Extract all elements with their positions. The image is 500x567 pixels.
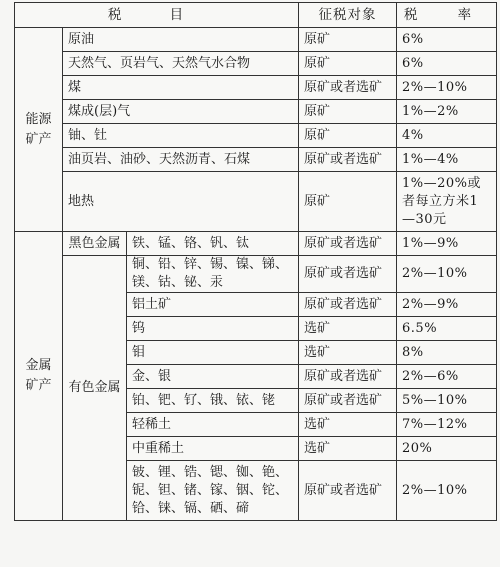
item-rate: 1%—4% (397, 148, 497, 172)
item-object: 选矿 (299, 437, 397, 461)
item-name: 金、银 (127, 365, 299, 389)
tax-table-page (14, 2, 496, 562)
item-object: 原矿 (299, 28, 397, 52)
category-label: 能源矿产 (25, 111, 52, 147)
item-name: 铜、铅、锌、锡、镍、锑、镁、钴、铋、汞 (127, 256, 299, 293)
table-row (15, 232, 497, 256)
table-row (15, 52, 497, 76)
item-name: 地热 (63, 172, 299, 232)
item-name: 油页岩、油砂、天然沥青、石煤 (63, 148, 299, 172)
item-name: 煤 (63, 76, 299, 100)
resource-tax-table (14, 2, 497, 521)
item-rate: 8% (397, 341, 497, 365)
item-object: 原矿或者选矿 (299, 76, 397, 100)
header-rate: 税 率 (397, 3, 497, 28)
item-name: 轻稀土 (127, 413, 299, 437)
item-name: 铍、锂、锆、锶、铷、铯、铌、钽、锗、镓、铟、铊、铪、铼、镉、硒、碲 (127, 461, 299, 521)
item-rate: 2%—10% (397, 76, 497, 100)
item-rate: 6.5% (397, 317, 497, 341)
item-rate: 5%—10% (397, 389, 497, 413)
item-rate: 1%—2% (397, 100, 497, 124)
table-row (15, 148, 497, 172)
item-rate: 2%—10% (397, 461, 497, 521)
category-metal (15, 232, 63, 521)
header-item: 税 目 (15, 3, 299, 28)
item-object: 原矿或者选矿 (299, 232, 397, 256)
item-name: 钼 (127, 341, 299, 365)
item-object: 选矿 (299, 341, 397, 365)
item-rate: 20% (397, 437, 497, 461)
item-object: 原矿或者选矿 (299, 256, 397, 293)
category-energy (15, 28, 63, 232)
item-object: 原矿或者选矿 (299, 293, 397, 317)
item-name: 铂、钯、钌、锇、铱、铑 (127, 389, 299, 413)
item-object: 原矿 (299, 52, 397, 76)
item-object: 原矿或者选矿 (299, 389, 397, 413)
table-row (15, 28, 497, 52)
item-name: 铁、锰、铬、钒、钛 (127, 232, 299, 256)
header-row (15, 3, 497, 28)
item-object: 原矿或者选矿 (299, 461, 397, 521)
item-object: 选矿 (299, 317, 397, 341)
item-name: 铝土矿 (127, 293, 299, 317)
category-label: 金属矿产 (25, 358, 52, 393)
item-object: 原矿 (299, 172, 397, 232)
table-row (15, 100, 497, 124)
item-name: 天然气、页岩气、天然气水合物 (63, 52, 299, 76)
header-object: 征税对象 (299, 3, 397, 28)
item-name: 原油 (63, 28, 299, 52)
item-rate: 2%—6% (397, 365, 497, 389)
item-rate: 6% (397, 28, 497, 52)
item-rate: 1%—9% (397, 232, 497, 256)
item-object: 选矿 (299, 413, 397, 437)
item-object: 原矿 (299, 100, 397, 124)
item-rate: 2%—10% (397, 256, 497, 293)
item-rate: 4% (397, 124, 497, 148)
item-name: 钨 (127, 317, 299, 341)
item-object: 原矿或者选矿 (299, 365, 397, 389)
subcategory-nonferrous: 有色金属 (63, 256, 127, 521)
table-row (15, 124, 497, 148)
item-rate: 1%—20%或者每立方米1—30元 (397, 172, 497, 232)
item-name: 中重稀土 (127, 437, 299, 461)
table-row (15, 256, 497, 293)
subcategory-ferrous: 黑色金属 (63, 232, 127, 256)
table-row (15, 172, 497, 232)
item-name: 煤成(层)气 (63, 100, 299, 124)
item-rate: 6% (397, 52, 497, 76)
item-object: 原矿或者选矿 (299, 148, 397, 172)
item-rate: 2%—9% (397, 293, 497, 317)
table-row (15, 76, 497, 100)
item-rate: 7%—12% (397, 413, 497, 437)
item-object: 原矿 (299, 124, 397, 148)
item-name: 铀、钍 (63, 124, 299, 148)
